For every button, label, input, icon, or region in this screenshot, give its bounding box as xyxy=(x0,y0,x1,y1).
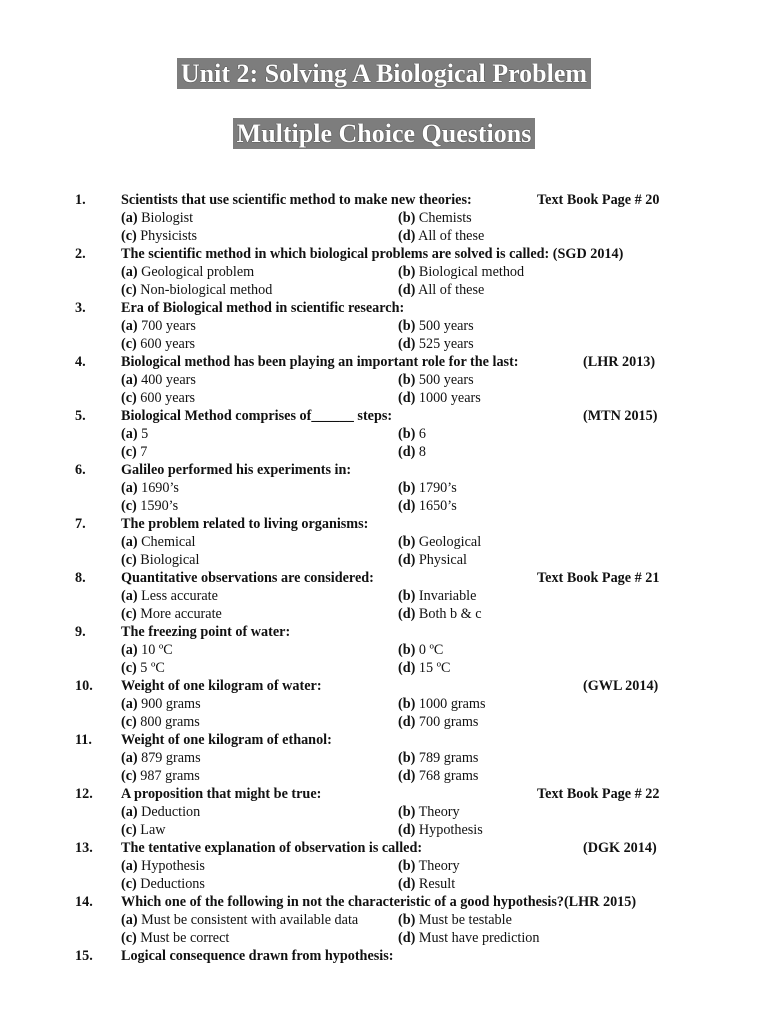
page-title: Unit 2: Solving A Biological Problem xyxy=(177,58,591,89)
option-text: Invariable xyxy=(418,588,477,604)
option-text: 600 years xyxy=(140,336,196,352)
option-text: Must have prediction xyxy=(418,930,540,946)
question-item xyxy=(0,461,768,515)
option-label: (b) xyxy=(398,642,416,658)
option-label: (a) xyxy=(121,318,138,334)
option-label: (c) xyxy=(121,660,137,676)
question-item xyxy=(0,623,768,677)
question-item xyxy=(0,569,768,623)
question-item xyxy=(0,785,768,839)
question-text: Weight of one kilogram of water: xyxy=(121,678,322,694)
option-label: (a) xyxy=(121,480,138,496)
option-a xyxy=(121,317,196,335)
option-text: Theory xyxy=(418,858,460,874)
question-number: 9. xyxy=(75,624,86,640)
option-a xyxy=(121,803,200,821)
option-d xyxy=(398,389,481,407)
question-text: Weight of one kilogram of ethanol: xyxy=(121,732,332,748)
option-label: (c) xyxy=(121,336,137,352)
option-d xyxy=(398,713,478,731)
question-reference: (MTN 2015) xyxy=(583,408,658,424)
question-text: Quantitative observations are considered: xyxy=(121,570,374,586)
option-text: 700 grams xyxy=(418,714,479,730)
option-label: (a) xyxy=(121,534,138,550)
option-label: (a) xyxy=(121,804,138,820)
option-d xyxy=(398,551,467,569)
question-text: Biological method has been playing an important role for the last: xyxy=(121,354,519,370)
option-text: 5 ºC xyxy=(140,660,165,676)
option-text: Physicists xyxy=(140,228,198,244)
option-label: (c) xyxy=(121,930,137,946)
question-item xyxy=(0,731,768,785)
option-c xyxy=(121,767,200,785)
option-text: Chemical xyxy=(141,534,196,550)
question-number: 10. xyxy=(75,678,93,694)
option-text: 879 grams xyxy=(141,750,201,766)
option-label: (a) xyxy=(121,210,138,226)
question-text: The freezing point of water: xyxy=(121,624,291,640)
option-d xyxy=(398,821,483,839)
question-number: 14. xyxy=(75,894,93,910)
option-text: 8 xyxy=(418,444,426,460)
option-text: 5 xyxy=(141,426,149,442)
option-text: More accurate xyxy=(140,606,222,622)
option-b xyxy=(398,263,524,281)
option-a xyxy=(121,533,195,551)
option-d xyxy=(398,929,539,947)
question-number: 7. xyxy=(75,516,86,532)
question-number: 1. xyxy=(75,192,86,208)
option-a xyxy=(121,857,205,875)
question-item xyxy=(0,839,768,893)
option-label: (b) xyxy=(398,858,416,874)
option-label: (d) xyxy=(398,444,416,460)
option-a xyxy=(121,479,179,497)
question-reference: (LHR 2013) xyxy=(583,354,656,370)
option-c xyxy=(121,605,222,623)
option-a xyxy=(121,749,201,767)
option-text: 700 years xyxy=(141,318,196,334)
option-d xyxy=(398,227,484,245)
question-text: The scientific method in which biological problems are solved is called: (SGD 2014) xyxy=(121,246,624,262)
option-label: (a) xyxy=(121,426,138,442)
option-label: (c) xyxy=(121,444,137,460)
option-a xyxy=(121,425,148,443)
option-a xyxy=(121,371,196,389)
question-item xyxy=(0,515,768,569)
question-text: The problem related to living organisms: xyxy=(121,516,369,532)
option-label: (d) xyxy=(398,228,416,244)
question-number: 4. xyxy=(75,354,86,370)
option-d xyxy=(398,875,455,893)
question-number: 12. xyxy=(75,786,93,802)
option-label: (d) xyxy=(398,930,416,946)
question-number: 2. xyxy=(75,246,86,262)
option-text: Biological method xyxy=(418,264,525,280)
question-number: 5. xyxy=(75,408,86,424)
option-label: (d) xyxy=(398,768,416,784)
option-c xyxy=(121,389,195,407)
option-a xyxy=(121,587,218,605)
option-c xyxy=(121,551,199,569)
option-label: (b) xyxy=(398,696,416,712)
option-label: (d) xyxy=(398,714,416,730)
option-b xyxy=(398,209,472,227)
option-d xyxy=(398,605,482,623)
option-b xyxy=(398,533,481,551)
option-text: Non-biological method xyxy=(140,282,273,298)
option-label: (b) xyxy=(398,210,416,226)
option-label: (b) xyxy=(398,534,416,550)
option-label: (a) xyxy=(121,264,138,280)
question-number: 8. xyxy=(75,570,86,586)
option-label: (d) xyxy=(398,552,416,568)
option-c xyxy=(121,281,272,299)
question-text: Galileo performed his experiments in: xyxy=(121,462,352,478)
option-c xyxy=(121,929,229,947)
question-text: The tentative explanation of observation is called: xyxy=(121,840,423,856)
option-label: (d) xyxy=(398,660,416,676)
question-item xyxy=(0,191,768,245)
option-text: 1000 grams xyxy=(418,696,486,712)
option-text: 1650’s xyxy=(418,498,457,514)
option-text: Geological problem xyxy=(141,264,255,280)
option-label: (d) xyxy=(398,606,416,622)
question-text: Era of Biological method in scientific research: xyxy=(121,300,405,316)
option-label: (b) xyxy=(398,426,416,442)
question-reference: (GWL 2014) xyxy=(583,678,659,694)
option-label: (a) xyxy=(121,858,138,874)
page-title-banner xyxy=(0,58,768,89)
option-text: 1690’s xyxy=(141,480,179,496)
option-label: (c) xyxy=(121,606,137,622)
question-reference: Text Book Page # 20 xyxy=(537,192,660,208)
option-b xyxy=(398,641,443,659)
option-c xyxy=(121,821,166,839)
option-b xyxy=(398,857,460,875)
question-reference: (DGK 2014) xyxy=(583,840,657,856)
option-text: 768 grams xyxy=(418,768,479,784)
option-label: (a) xyxy=(121,372,138,388)
option-d xyxy=(398,443,426,461)
option-text: 525 years xyxy=(418,336,474,352)
option-c xyxy=(121,659,165,677)
question-number: 13. xyxy=(75,840,93,856)
question-text: A proposition that might be true: xyxy=(121,786,322,802)
option-b xyxy=(398,479,457,497)
option-label: (a) xyxy=(121,912,138,928)
option-text: 800 grams xyxy=(140,714,200,730)
option-b xyxy=(398,911,512,929)
option-label: (d) xyxy=(398,876,416,892)
option-text: 400 years xyxy=(141,372,196,388)
option-label: (d) xyxy=(398,822,416,838)
option-label: (c) xyxy=(121,498,137,514)
question-item xyxy=(0,245,768,299)
option-label: (b) xyxy=(398,480,416,496)
option-text: 15 ºC xyxy=(418,660,451,676)
option-text: 10 ºC xyxy=(141,642,173,658)
option-text: Biological xyxy=(140,552,200,568)
option-text: Geological xyxy=(418,534,482,550)
option-d xyxy=(398,335,474,353)
section-subtitle: Multiple Choice Questions xyxy=(233,118,536,149)
option-label: (b) xyxy=(398,750,416,766)
question-text: Logical consequence drawn from hypothesis: xyxy=(121,948,394,964)
option-text: Law xyxy=(140,822,166,838)
question-number: 11. xyxy=(75,732,92,748)
option-text: 1790’s xyxy=(418,480,457,496)
option-label: (c) xyxy=(121,390,137,406)
option-text: 900 grams xyxy=(141,696,201,712)
option-d xyxy=(398,497,457,515)
option-label: (d) xyxy=(398,390,416,406)
option-text: Theory xyxy=(418,804,460,820)
option-d xyxy=(398,659,451,677)
option-text: Must be correct xyxy=(140,930,230,946)
option-text: Result xyxy=(418,876,456,892)
option-label: (c) xyxy=(121,282,137,298)
option-a xyxy=(121,641,173,659)
question-number: 15. xyxy=(75,948,93,964)
option-text: Hypothesis xyxy=(141,858,205,874)
option-label: (d) xyxy=(398,498,416,514)
option-label: (c) xyxy=(121,552,137,568)
option-label: (d) xyxy=(398,282,416,298)
option-text: 500 years xyxy=(418,318,474,334)
option-label: (b) xyxy=(398,588,416,604)
question-text: Biological Method comprises of______ steps: xyxy=(121,408,393,424)
option-c xyxy=(121,227,197,245)
question-list xyxy=(0,191,768,1001)
option-b xyxy=(398,317,474,335)
option-label: (b) xyxy=(398,912,416,928)
option-text: Chemists xyxy=(418,210,472,226)
option-c xyxy=(121,443,147,461)
option-text: Hypothesis xyxy=(418,822,483,838)
question-text: Scientists that use scientific method to make new theories: xyxy=(121,192,472,208)
option-a xyxy=(121,263,254,281)
section-subtitle-banner xyxy=(0,118,768,149)
option-b xyxy=(398,803,460,821)
option-b xyxy=(398,749,478,767)
question-item xyxy=(0,677,768,731)
option-label: (c) xyxy=(121,714,137,730)
question-reference: Text Book Page # 22 xyxy=(537,786,660,802)
option-text: All of these xyxy=(418,282,485,298)
option-text: All of these xyxy=(418,228,485,244)
option-text: Must be consistent with available data xyxy=(141,912,359,928)
option-text: Deduction xyxy=(141,804,201,820)
option-label: (b) xyxy=(398,264,416,280)
option-text: 500 years xyxy=(418,372,474,388)
option-d xyxy=(398,281,484,299)
option-b xyxy=(398,587,476,605)
option-c xyxy=(121,497,178,515)
question-item xyxy=(0,947,768,1001)
option-label: (a) xyxy=(121,642,138,658)
option-text: 1590’s xyxy=(140,498,179,514)
option-label: (b) xyxy=(398,804,416,820)
option-label: (d) xyxy=(398,336,416,352)
option-label: (a) xyxy=(121,750,138,766)
option-text: Must be testable xyxy=(418,912,512,928)
question-reference: Text Book Page # 21 xyxy=(537,570,660,586)
option-label: (c) xyxy=(121,768,137,784)
option-text: 6 xyxy=(418,426,426,442)
option-b xyxy=(398,695,486,713)
question-item xyxy=(0,407,768,461)
question-item xyxy=(0,299,768,353)
option-label: (c) xyxy=(121,876,137,892)
option-text: Deductions xyxy=(140,876,205,892)
question-item xyxy=(0,353,768,407)
option-text: Biologist xyxy=(141,210,194,226)
option-text: 600 years xyxy=(140,390,196,406)
option-b xyxy=(398,425,426,443)
option-text: 1000 years xyxy=(418,390,481,406)
option-label: (b) xyxy=(398,372,416,388)
option-text: Both b & c xyxy=(418,606,482,622)
option-c xyxy=(121,713,200,731)
option-label: (c) xyxy=(121,228,137,244)
option-c xyxy=(121,335,195,353)
option-b xyxy=(398,371,474,389)
question-text: Which one of the following in not the characteristic of a good hypothesis?(LHR 2015) xyxy=(121,894,637,910)
question-item xyxy=(0,893,768,947)
option-text: 7 xyxy=(140,444,148,460)
option-a xyxy=(121,209,193,227)
option-label: (b) xyxy=(398,318,416,334)
option-c xyxy=(121,875,205,893)
option-d xyxy=(398,767,478,785)
question-number: 3. xyxy=(75,300,86,316)
option-text: 0 ºC xyxy=(418,642,444,658)
question-number: 6. xyxy=(75,462,86,478)
option-label: (c) xyxy=(121,822,137,838)
option-text: 987 grams xyxy=(140,768,200,784)
option-label: (a) xyxy=(121,588,138,604)
option-text: Physical xyxy=(418,552,467,568)
option-a xyxy=(121,695,201,713)
option-a xyxy=(121,911,358,929)
option-label: (a) xyxy=(121,696,138,712)
option-text: Less accurate xyxy=(141,588,218,604)
option-text: 789 grams xyxy=(418,750,479,766)
